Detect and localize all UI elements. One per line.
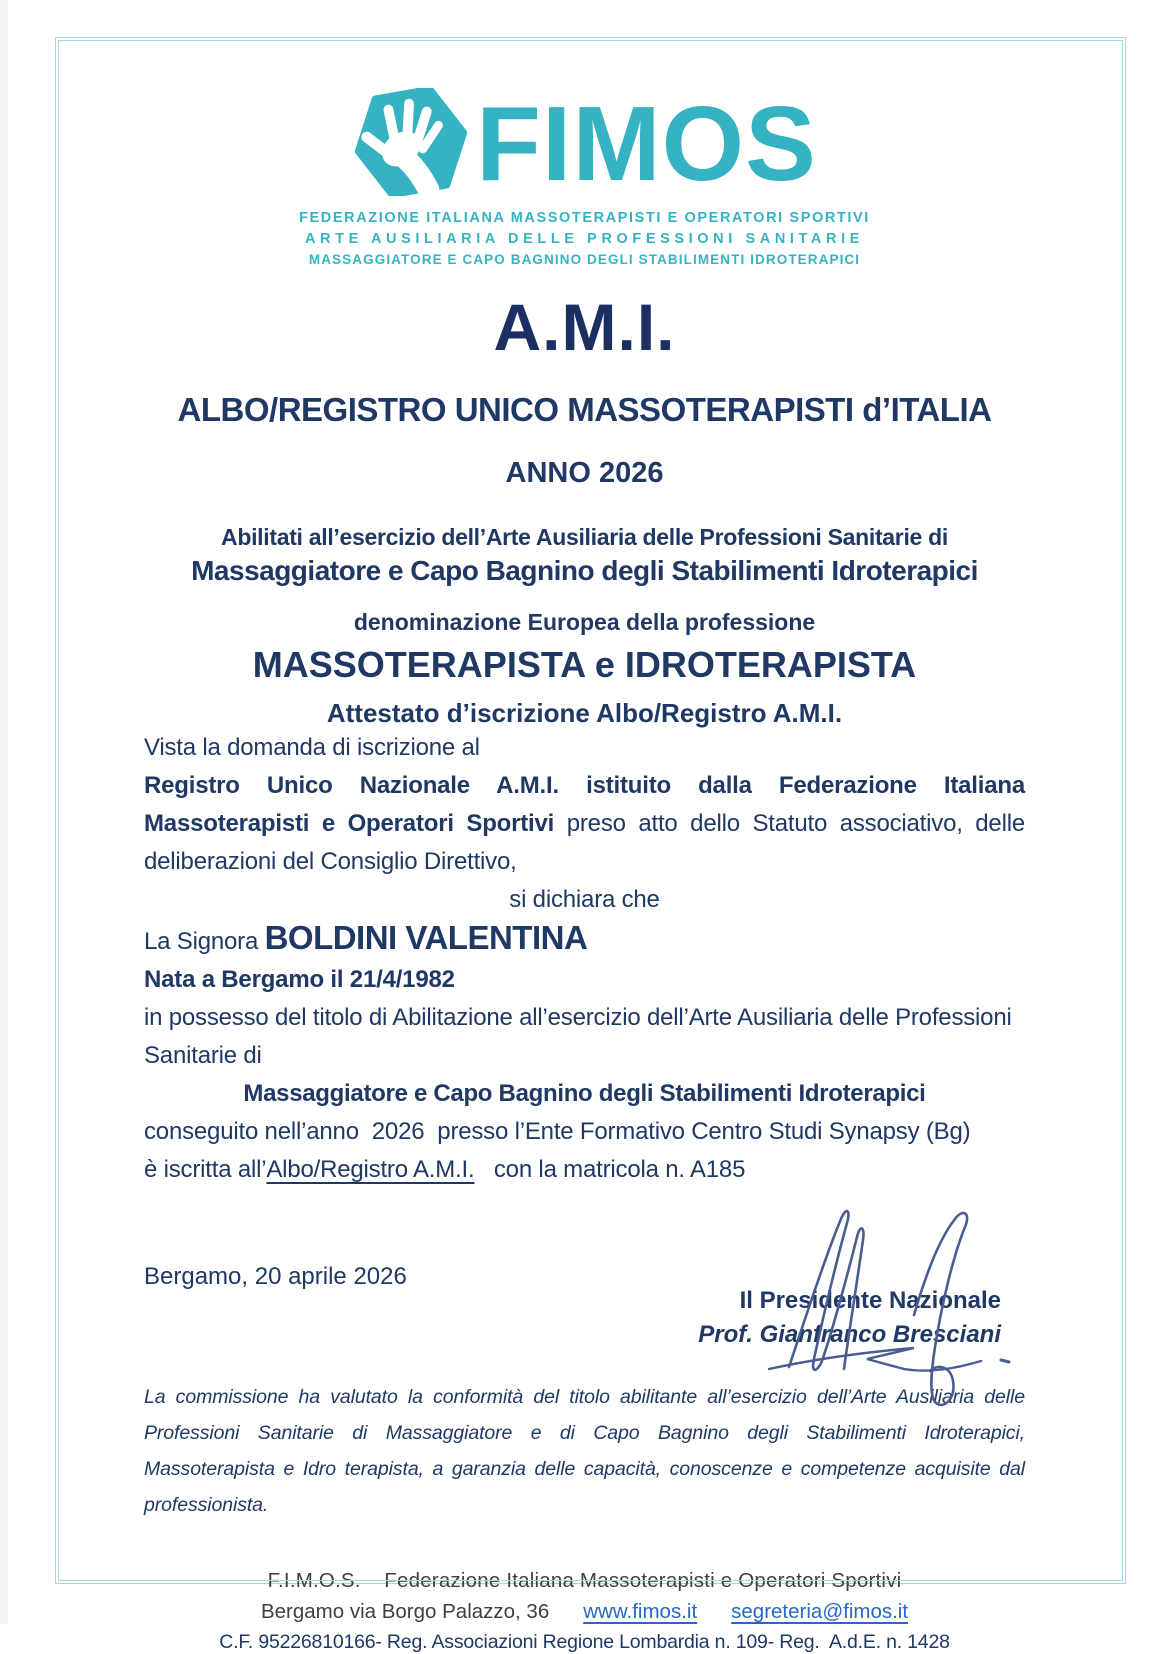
president-name: Prof. Gianfranco Bresciani bbox=[698, 1321, 1001, 1348]
enrollment-line bbox=[144, 1151, 1025, 1189]
birth-line: Nata a Bergamo il 21/4/1982 bbox=[144, 966, 455, 993]
intro-line: Vista la domanda di iscrizione al bbox=[144, 734, 480, 761]
signature-block bbox=[698, 1287, 1025, 1349]
holder-prefix: La Signora bbox=[144, 928, 265, 955]
certificate-border-frame bbox=[55, 37, 1126, 1653]
qualification-title-line: Massaggiatore e Capo Bagnino degli Stabilimenti Idroterapici bbox=[243, 1080, 926, 1107]
president-role: Il Presidente Nazionale bbox=[739, 1287, 1001, 1314]
year-line: ANNO 2026 bbox=[505, 457, 664, 489]
website-link[interactable]: www.fimos.it bbox=[583, 1600, 698, 1623]
fimos-brand-text: FIMOS bbox=[476, 85, 817, 203]
enrollment-prefix: è iscritta all’ bbox=[144, 1156, 267, 1183]
fimos-logo-block bbox=[144, 85, 1025, 267]
certificate-body bbox=[144, 729, 1025, 1189]
denomination-label: denominazione Europea della professione bbox=[353, 609, 816, 635]
email-link[interactable]: segreteria@fimos.it bbox=[731, 1600, 909, 1623]
registry-title: ALBO/REGISTRO UNICO MASSOTERAPISTI d’ITALIA bbox=[177, 391, 992, 428]
place-date: Bergamo, 20 aprile 2026 bbox=[144, 1263, 407, 1290]
fimos-hand-hexagon-icon bbox=[352, 88, 470, 201]
holder-name: BOLDINI VALENTINA bbox=[264, 919, 588, 956]
footer-registration-line: C.F. 95226810166- Reg. Associazioni Regione Lombardia n. 109- Reg. A.d.E. n. 1428 bbox=[219, 1631, 950, 1653]
possession-line: in possesso del titolo di Abilitazione all’esercizio dell’Arte Ausiliaria delle Professioni Sanitarie di bbox=[144, 1004, 1012, 1069]
enrollment-matricola: con la matricola n. A185 bbox=[474, 1156, 746, 1183]
logo-subtitle-3: MASSAGGIATORE E CAPO BAGNINO DEGLI STABILIMENTI IDROTERAPICI bbox=[308, 252, 861, 267]
footer-org-line: F.I.M.O.S. Federazione Italiana Massoterapisti e Operatori Sportivi bbox=[267, 1569, 902, 1592]
certificate-footer bbox=[144, 1569, 1025, 1654]
enrollment-underlined-registry: Albo/Registro A.M.I. bbox=[266, 1156, 475, 1183]
holder-line bbox=[144, 919, 1025, 961]
attainment-line: conseguito nell’anno 2026 presso l’Ente Formativo Centro Studi Synapsy (Bg) bbox=[144, 1118, 971, 1145]
denomination-value: MASSOTERAPISTA e IDROTERAPISTA bbox=[252, 644, 917, 685]
logo-subtitle-2: ARTE AUSILIARIA DELLE PROFESSIONI SANITARIE bbox=[305, 231, 864, 247]
logo-subtitle-1: FEDERAZIONE ITALIANA MASSOTERAPISTI E OPERATORI SPORTIVI bbox=[299, 210, 870, 226]
footer-address: Bergamo via Borgo Palazzo, 36 bbox=[260, 1600, 550, 1623]
registry-bold-text: Registro Unico Nazionale A.M.I. istituito dalla Federazione Italiana Massoterapisti e Operatori Sportivi bbox=[144, 772, 1025, 837]
ami-acronym-title: A.M.I. bbox=[493, 290, 676, 364]
footer-address-line bbox=[144, 1600, 1025, 1624]
page-left-edge bbox=[0, 0, 8, 1624]
enabled-line: Abilitati all’esercizio dell’Arte Ausiliaria delle Professioni Sanitarie di bbox=[221, 524, 948, 550]
attestation-title: Attestato d’iscrizione Albo/Registro A.M.I. bbox=[326, 698, 843, 728]
registry-paragraph bbox=[144, 767, 1025, 881]
profession-line: Massaggiatore e Capo Bagnino degli Stabilimenti Idroterapici bbox=[191, 555, 978, 586]
registry-rest-text: preso atto dello Statuto associativo, delle deliberazioni del Consiglio Direttivo, bbox=[144, 810, 1025, 875]
declaration-line: si dichiara che bbox=[509, 886, 660, 913]
commission-note: La commissione ha valutato la conformità del titolo abilitante all’esercizio dell’Arte Ausiliaria delle Professioni Sanitarie di Massaggiatore e di Capo Bagnino degli Stabilimenti Idroterapici, Massoterapista e Idro terapista, a garanzia delle capacità, conoscenze e competenze acquisite dal professionista. bbox=[144, 1386, 1025, 1516]
signature-row bbox=[144, 1263, 1025, 1349]
